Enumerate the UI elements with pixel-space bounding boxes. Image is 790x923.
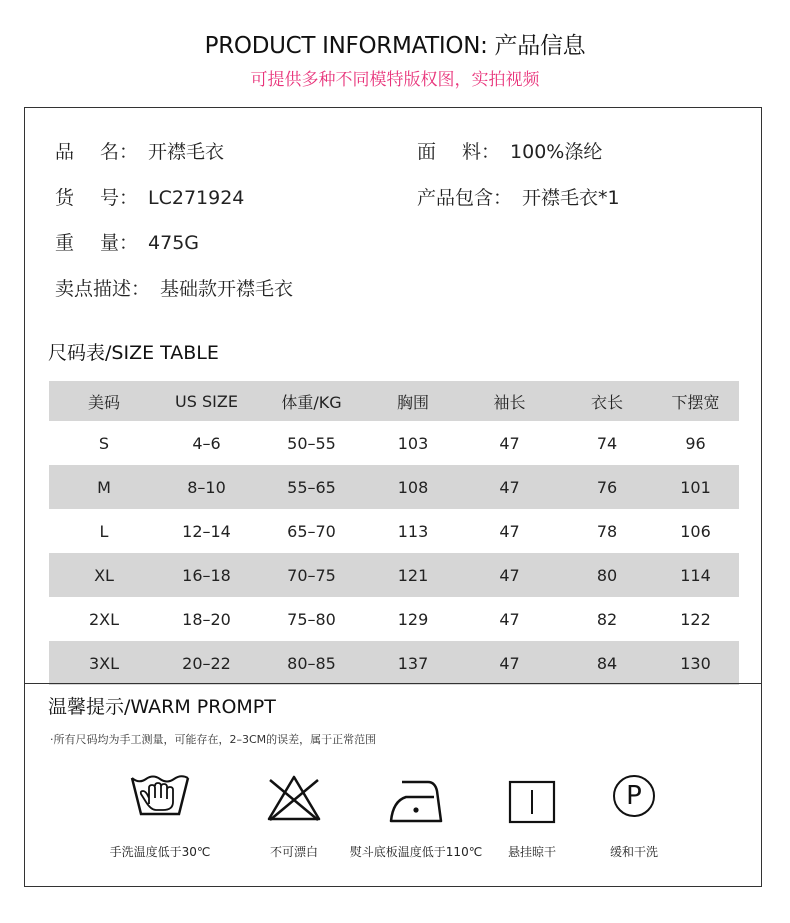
table-cell: 12–14 xyxy=(182,521,231,541)
info-fabric xyxy=(417,137,602,164)
size-table xyxy=(49,381,739,685)
name-label-a: 品 xyxy=(55,141,75,163)
info-name xyxy=(55,137,224,164)
table-row xyxy=(49,421,739,465)
care-label-hand-wash: 手洗温度低于30℃ xyxy=(109,845,211,859)
header-us-size-code: 美码 xyxy=(49,381,159,421)
table-cell: 47 xyxy=(457,553,562,597)
line-dry-icon xyxy=(508,780,556,824)
table-cell: 4–6 xyxy=(192,433,221,453)
table-cell: 55–65 xyxy=(254,465,369,509)
table-cell: 101 xyxy=(652,465,739,509)
colon: ： xyxy=(481,141,501,163)
table-cell: XL xyxy=(49,553,159,597)
table-cell: 82 xyxy=(596,609,618,629)
divider xyxy=(24,683,762,684)
package-label: 产品包含 xyxy=(417,187,494,209)
fabric-label-b: 料 xyxy=(461,141,481,163)
table-cell: 47 xyxy=(457,641,562,685)
no-bleach-icon xyxy=(266,774,322,824)
table-cell: 3XL xyxy=(49,641,159,685)
weight-label-a: 重 xyxy=(55,232,75,254)
table-cell: 70–75 xyxy=(254,553,369,597)
table-cell: 114 xyxy=(652,553,739,597)
table-cell: 8–10 xyxy=(159,465,254,509)
table-row xyxy=(49,509,739,553)
header-us-size: US SIZE xyxy=(159,381,254,421)
table-cell: 103 xyxy=(397,433,429,453)
table-cell: 84 xyxy=(562,641,652,685)
page-subtitle: 可提供多种不同模特版权图，实拍视频 xyxy=(250,70,540,90)
colon: ： xyxy=(119,232,139,254)
weight-value: 475G xyxy=(148,232,200,254)
table-cell: 16–18 xyxy=(159,553,254,597)
sku-value: LC271924 xyxy=(148,187,245,209)
name-label-b: 名 xyxy=(99,141,119,163)
care-label-dry-clean: 缓和干洗 xyxy=(609,845,658,859)
table-cell: 47 xyxy=(499,609,520,629)
header-bust: 胸围 xyxy=(369,381,457,421)
colon: ： xyxy=(493,187,513,209)
table-cell: 113 xyxy=(397,521,429,541)
header-sleeve: 袖长 xyxy=(457,381,562,421)
care-label-iron: 熨斗底板温度低于110℃ xyxy=(349,845,483,859)
size-table-header-row xyxy=(49,381,739,421)
table-cell: 80–85 xyxy=(254,641,369,685)
table-cell: 122 xyxy=(680,609,711,629)
table-cell: 76 xyxy=(562,465,652,509)
table-row xyxy=(49,597,739,641)
table-row xyxy=(49,641,739,685)
selling-label: 卖点描述 xyxy=(55,278,132,300)
table-cell: 18–20 xyxy=(182,609,231,629)
table-cell: 121 xyxy=(369,553,457,597)
size-table-title: 尺码表/SIZE TABLE xyxy=(48,342,219,364)
package-value: 开襟毛衣*1 xyxy=(522,187,620,209)
sku-label-a: 货 xyxy=(55,187,75,209)
table-cell: 74 xyxy=(596,433,618,453)
dry-clean-icon: P xyxy=(613,775,655,817)
table-cell: 2XL xyxy=(88,609,120,629)
fabric-value: 100%涤纶 xyxy=(510,141,603,163)
header-length: 衣长 xyxy=(562,381,652,421)
header-weight: 体重/KG xyxy=(254,381,369,421)
table-cell: 129 xyxy=(397,609,429,629)
info-sku xyxy=(55,183,244,210)
table-cell: 108 xyxy=(369,465,457,509)
weight-label-b: 量 xyxy=(99,232,119,254)
info-weight xyxy=(55,228,199,255)
table-cell: M xyxy=(49,465,159,509)
table-cell: 65–70 xyxy=(287,521,336,541)
prompt-title: 温馨提示/WARM PROMPT xyxy=(48,696,276,718)
selling-value: 基础款开襟毛衣 xyxy=(160,278,294,300)
table-cell: 50–55 xyxy=(287,433,336,453)
header-hem: 下摆宽 xyxy=(652,381,739,421)
table-cell: 78 xyxy=(596,521,618,541)
table-cell: 47 xyxy=(457,465,562,509)
table-cell: S xyxy=(98,433,110,453)
fabric-label-a: 面 xyxy=(417,141,437,163)
colon: ： xyxy=(131,278,151,300)
table-row xyxy=(49,553,739,597)
table-cell: 75–80 xyxy=(287,609,336,629)
table-cell: 47 xyxy=(499,433,520,453)
care-label-no-bleach: 不可漂白 xyxy=(269,845,318,859)
name-value: 开襟毛衣 xyxy=(148,141,225,163)
table-cell: 47 xyxy=(499,521,520,541)
table-cell: 137 xyxy=(369,641,457,685)
table-cell: 130 xyxy=(652,641,739,685)
colon: ： xyxy=(119,187,139,209)
table-cell: 80 xyxy=(562,553,652,597)
info-package xyxy=(417,183,620,210)
sku-label-b: 号 xyxy=(99,187,119,209)
page-title: PRODUCT INFORMATION: 产品信息 xyxy=(204,33,586,59)
table-cell: 106 xyxy=(680,521,711,541)
table-cell: 96 xyxy=(685,433,706,453)
hand-wash-icon xyxy=(129,774,191,824)
care-label-line-dry: 悬挂晾干 xyxy=(507,845,556,859)
info-selling xyxy=(55,274,293,301)
table-cell: L xyxy=(99,521,109,541)
table-row xyxy=(49,465,739,509)
colon: ： xyxy=(119,141,139,163)
iron-icon xyxy=(388,779,444,825)
measurement-note: ·所有尺码均为手工测量，可能存在，2–3CM的误差，属于正常范围 xyxy=(50,733,377,746)
table-cell: 20–22 xyxy=(159,641,254,685)
